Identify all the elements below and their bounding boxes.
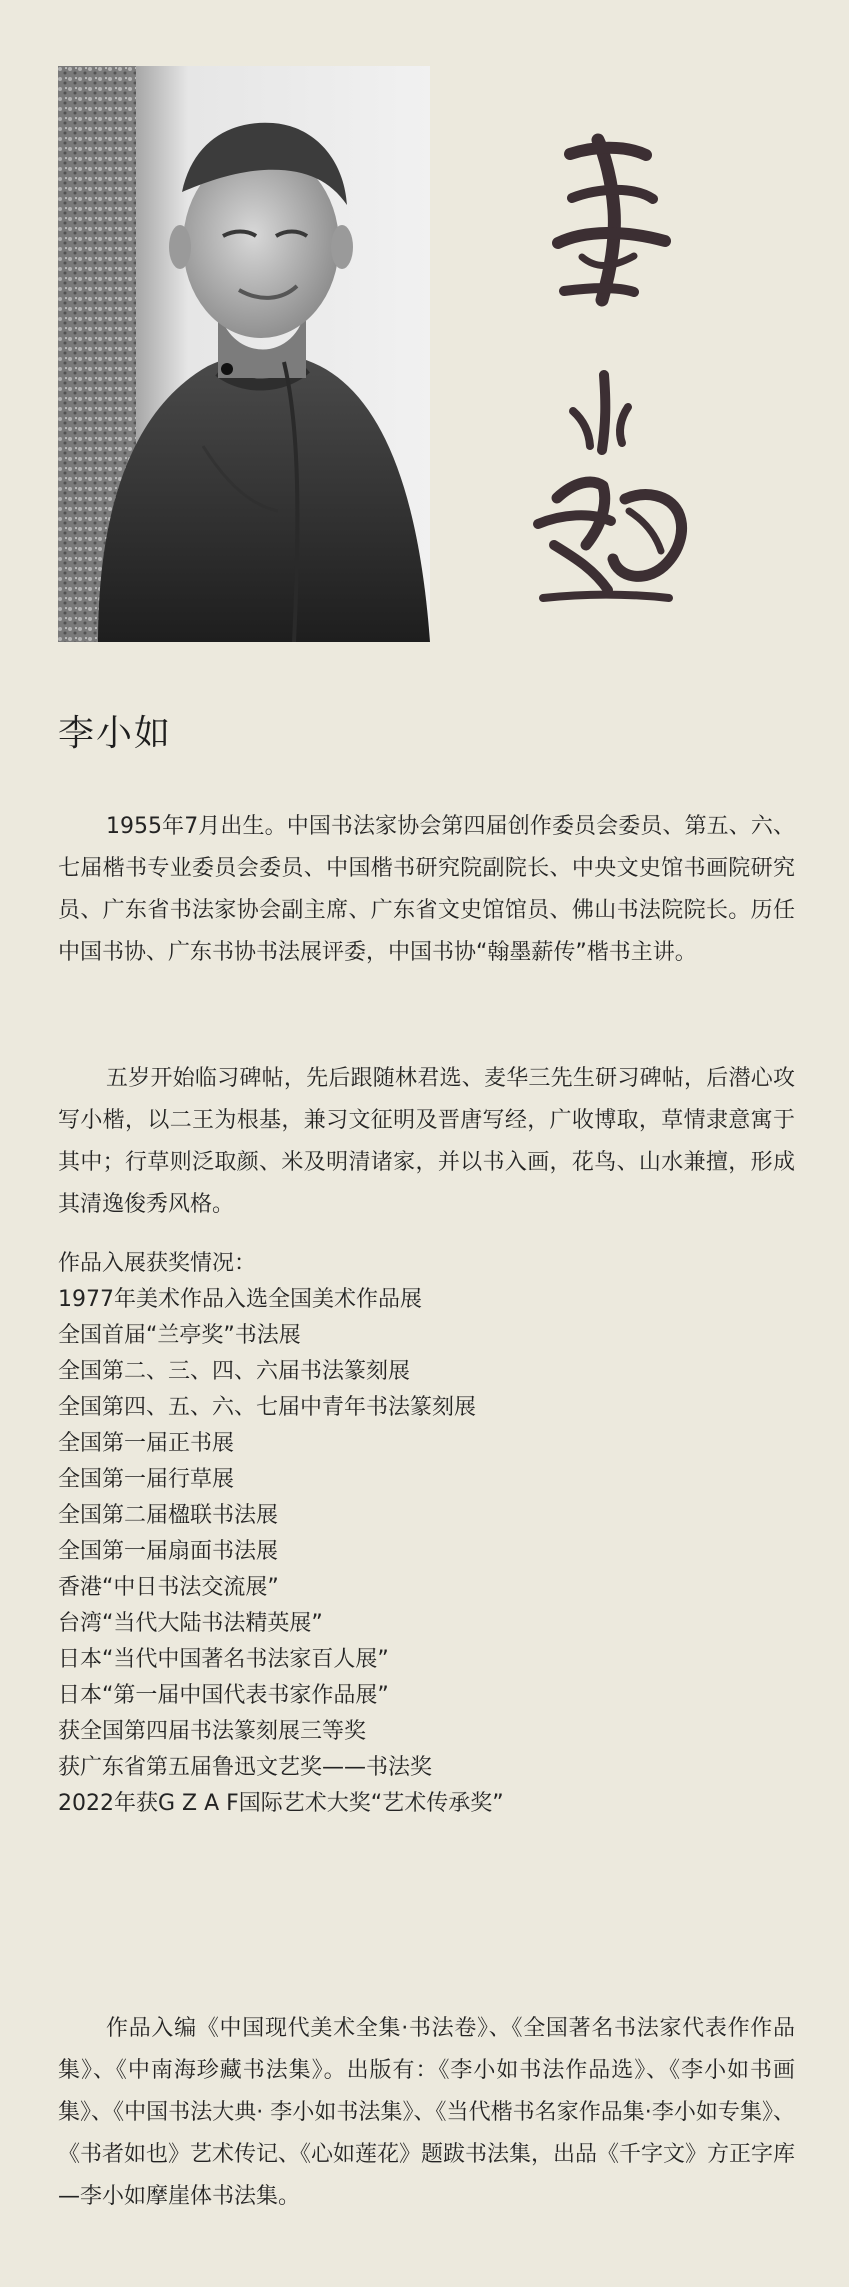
award-item: 全国首届“兰亭奖”书法展 [58, 1323, 301, 1348]
award-item: 获全国第四届书法篆刻展三等奖 [58, 1719, 367, 1744]
award-item: 1977年美术作品入选全国美术作品展 [58, 1287, 422, 1312]
award-item: 全国第一届扇面书法展 [58, 1539, 279, 1564]
calligraphy-signature [510, 120, 700, 640]
award-item: 日本“第一届中国代表书家作品展” [58, 1683, 389, 1708]
award-item: 获广东省第五届鲁迅文艺奖——书法奖 [58, 1755, 433, 1780]
award-item: 全国第一届行草展 [58, 1467, 235, 1492]
artist-name: 李小如 [58, 713, 173, 754]
award-item: 全国第二届楹联书法展 [58, 1503, 279, 1528]
award-item: 全国第二、三、四、六届书法篆刻展 [58, 1359, 411, 1384]
portrait-photo [58, 66, 430, 642]
award-item: 2022年获G Z A F国际艺术大奖“艺术传承奖” [58, 1791, 504, 1816]
award-item: 全国第一届正书展 [58, 1431, 235, 1456]
award-item: 香港“中日书法交流展” [58, 1575, 279, 1600]
award-item: 台湾“当代大陆书法精英展” [58, 1611, 323, 1636]
awards-list [58, 1246, 795, 1822]
award-item: 全国第四、五、六、七届中青年书法篆刻展 [58, 1395, 477, 1420]
bio-paragraph-3: 作品入编《中国现代美术全集·书法卷》、《全国著名书法家代表作作品集》、《中南海珍藏书法集》。出版有：《李小如书法作品选》、《李小如书画集》、《中国书法大典· 李小如书法集》、《当代楷书名家作品集·李小如专集》、《书者如也》艺术传记、《心如莲花》题跋书法集，出品《千字文》方正字库—李小如摩崖体书法集。 [58, 2016, 796, 2209]
awards-heading: 作品入展获奖情况： [58, 1251, 257, 1276]
bio-paragraph-2: 五岁开始临习碑帖，先后跟随林君选、麦华三先生研习碑帖，后潜心攻写小楷，以二王为根基，兼习文征明及晋唐写经，广收博取，草情隶意寓于其中；行草则泛取颜、米及明清诸家，并以书入画，花鸟、山水兼擅，形成其清逸俊秀风格。 [58, 1066, 795, 1217]
bio-paragraph-1: 1955年7月出生。中国书法家协会第四届创作委员会委员、第五、六、七届楷书专业委员会委员、中国楷书研究院副院长、中央文史馆书画院研究员、广东省书法家协会副主席、广东省文史馆馆员、佛山书法院院长。历任中国书协、广东书协书法展评委，中国书协“翰墨薪传”楷书主讲。 [58, 814, 795, 965]
award-item: 日本“当代中国著名书法家百人展” [58, 1647, 389, 1672]
